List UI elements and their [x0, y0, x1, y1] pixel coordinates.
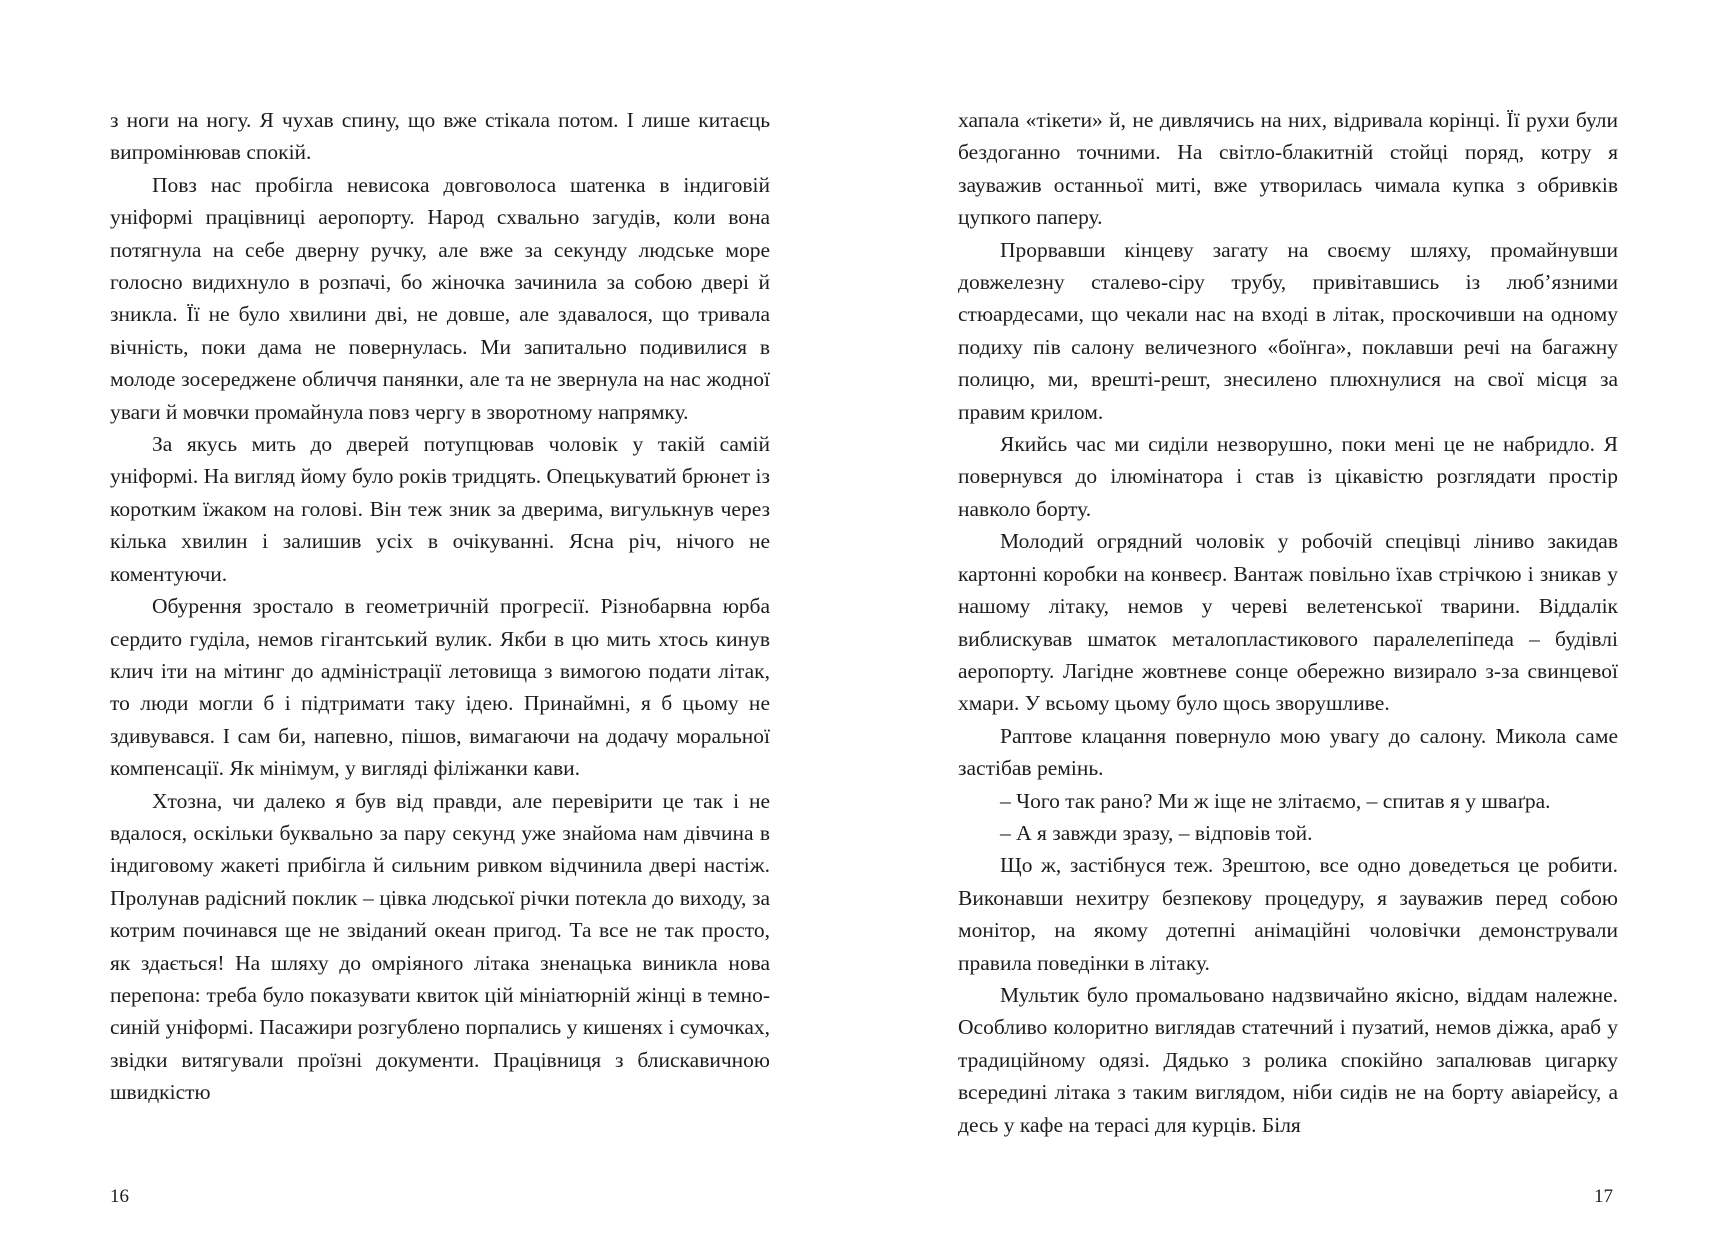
dialogue-line: – Чого так рано? Ми ж іще не злітаємо, – спитав я у шваґра. [1000, 788, 1551, 813]
page-number-left: 16 [110, 1186, 129, 1207]
paragraph: з ноги на ногу. Я чухав спину, що вже стікала потом. І лише китаєць випромінював спокій. [110, 108, 770, 165]
right-page-text [958, 104, 1618, 1141]
right-page [958, 104, 1618, 1244]
paragraph: Прорвавши кінцеву загату на своєму шляху, промайнувши довжелезну сталево-сіру трубу, привітавшись із люб’язними стюардесами, що чекали нас на вході в літак, проскочивши на одному подиху пів салону величезного «боїнга», поклавши речі на багажну полицю, ми, врешті-решт, знесилено плюхнулися на свої місця за правим крилом. [958, 237, 1618, 424]
page-number-right: 17 [1594, 1186, 1613, 1207]
paragraph: Молодий огрядний чоловік у робочій спецівці ліниво закидав картонні коробки на конвеєр. Вантаж повільно їхав стрічкою і зникав у нашому літаку, немов у череві велетенської тварини. Віддалік виблискував шматок металопластикового паралелепіпеда – будівлі аеропорту. Лагідне жовтневе сонце обережно визирало з-за свинцевої хмари. У всьому цьому було щось зворушливе. [958, 529, 1618, 716]
paragraph: Раптове клацання повернуло мою увагу до салону. Микола саме застібав ремінь. [958, 723, 1618, 781]
paragraph: Хтозна, чи далеко я був від правди, але перевірити це так і не вдалося, оскільки буквально за пару секунд уже знайома нам дівчина в індиговому жакеті прибігла й сильним ривком відчинила двері настіж. Пролунав радісний поклик – цівка людської річки потекла до виходу, за котрим починався ще не звіданий океан пригод. Та все не так просто, як здається! На шляху до омріяного літака зненацька виникла нова перепона: треба було показувати квиток цій мініатюрній жінці в темно-синій уніформі. Пасажири розгублено порпались у кишенях і сумочках, звідки витягували проїзні документи. Працівниця з блискавичною швидкістю [110, 788, 770, 1105]
left-page [110, 104, 770, 1244]
paragraph: хапала «тікети» й, не дивлячись на них, відривала корінці. Її рухи були бездоганно точними. На світло-блакитній стойці поряд, котру я зауважив останньої миті, вже утворилась чимала купка з обривків цупкого паперу. [958, 108, 1618, 230]
paragraph: Повз нас пробігла невисока довговолоса шатенка в індиговій уніформі працівниці аеропорту. Народ схвально загудів, коли вона потягнула на себе дверну ручку, але вже за секунду людське море голосно видихнуло в розпачі, бо жіночка зачинила за собою двері й зникла. Її не було хвилини дві, не довше, але здавалося, що тривала вічність, поки дама не повернулась. Ми запитально подивилися в молоде зосереджене обличчя панянки, але та не звернула на нас жодної уваги й мовчки промайнула повз чергу в зворотному напрямку. [110, 172, 770, 424]
left-page-text [110, 104, 770, 1109]
paragraph: Мультик було промальовано надзвичайно якісно, віддам належне. Особливо колоритно виглядав статечний і пузатий, немов діжка, араб у традиційному одязі. Дядько з ролика спокійно запалював цигарку всередині літака з таким виглядом, ніби сидів не на борту авіарейсу, а десь у кафе на терасі для курців. Біля [958, 982, 1618, 1137]
paragraph: Обурення зростало в геометричній прогресії. Різнобарвна юрба сердито гуділа, немов гігантський вулик. Якби в цю мить хтось кинув клич іти на мітинг до адміністрації летовища з вимогою подати літак, то люди могли б і підтримати таку ідею. Принаймні, я б цьому не здивувався. І сам би, напевно, пішов, вимагаючи на додачу моральної компенсації. Як мінімум, у вигляді філіжанки кави. [110, 594, 770, 781]
dialogue-line: – А я завжди зразу, – відповів той. [1000, 820, 1313, 845]
paragraph: За якусь мить до дверей потупцював чоловік у такій самій уніформі. На вигляд йому було років тридцять. Опецькуватий брюнет із коротким їжаком на голові. Він теж зник за дверима, вигулькнув через кілька хвилин і залишив усіх в очікуванні. Ясна річ, нічого не коментуючи. [110, 432, 770, 586]
paragraph: Якийсь час ми сиділи незворушно, поки мені це не набридло. Я повернувся до ілюмінатора і став із цікавістю розглядати простір навколо борту. [958, 432, 1618, 521]
paragraph: Що ж, застібнуся теж. Зрештою, все одно доведеться це робити. Виконавши нехитру безпекову процедуру, я зауважив перед собою монітор, на якому дотепні анімаційні чоловічки демонстрували правила поведінки в літаку. [958, 853, 1618, 975]
